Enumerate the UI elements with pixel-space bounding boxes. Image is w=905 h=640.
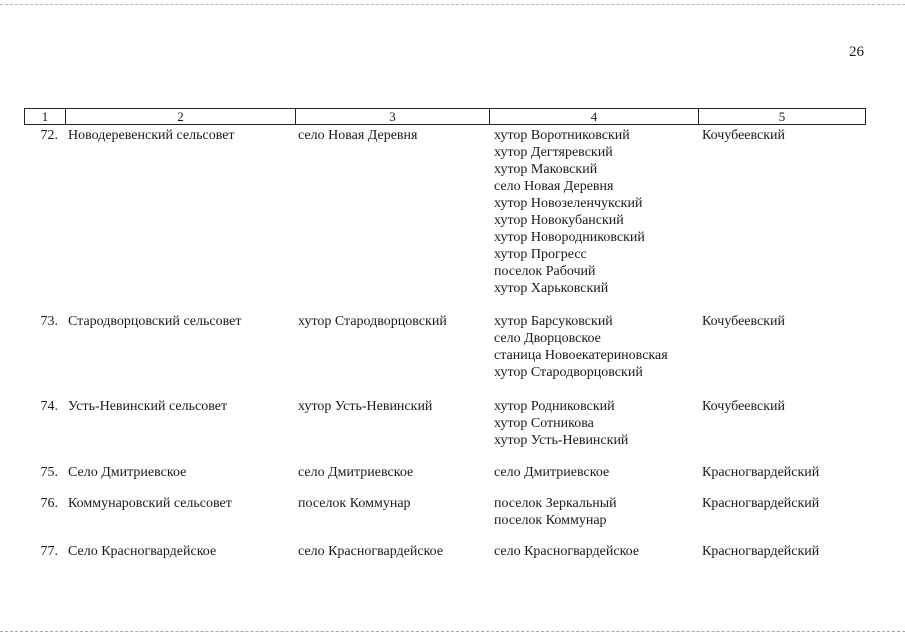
settlement-item: хутор Харьковский	[494, 281, 609, 296]
settlements-list	[494, 127, 699, 297]
administrative-center: хутор Стародворцовский	[298, 314, 447, 329]
municipality-name: Новодеревенский сельсовет	[68, 128, 235, 143]
administrative-center: хутор Усть-Невинский	[298, 399, 433, 414]
administrative-center: село Дмитриевское	[298, 465, 414, 480]
row-number: 72.	[40, 128, 58, 143]
settlement-item: село Дворцовское	[494, 331, 601, 346]
settlements-table	[24, 108, 866, 559]
settlement-item: хутор Стародворцовский	[494, 365, 643, 380]
settlement-item: хутор Новокубанский	[494, 213, 624, 228]
settlement-item: поселок Зеркальный	[494, 496, 617, 511]
municipality-name: Усть-Невинский сельсовет	[68, 399, 228, 414]
settlement-item: станица Новоекатериновская	[494, 348, 668, 363]
settlement-item: хутор Барсуковский	[494, 314, 613, 329]
district-name: Кочубеевский	[702, 314, 786, 329]
scan-border-bottom	[0, 631, 905, 632]
settlement-item: село Дмитриевское	[494, 465, 610, 480]
header-col-4: 4	[489, 109, 698, 124]
row-number: 73.	[40, 314, 58, 329]
settlement-item: поселок Коммунар	[494, 513, 607, 528]
district-name: Красногвардейский	[702, 496, 820, 511]
settlements-list	[494, 543, 699, 560]
scan-border-top	[0, 4, 905, 5]
settlement-item: хутор Родниковский	[494, 399, 615, 414]
settlement-item: хутор Усть-Невинский	[494, 433, 629, 448]
page-number: 26	[849, 44, 864, 60]
header-col-5: 5	[698, 109, 865, 124]
municipality-name: Село Дмитриевское	[68, 465, 187, 480]
municipality-name: Коммунаровский сельсовет	[68, 496, 232, 511]
administrative-center: поселок Коммунар	[298, 496, 411, 511]
settlements-list	[494, 495, 699, 529]
header-col-3: 3	[295, 109, 489, 124]
district-name: Кочубеевский	[702, 399, 786, 414]
header-col-1: 1	[41, 109, 49, 124]
administrative-center: село Новая Деревня	[298, 128, 418, 143]
settlement-item: поселок Рабочий	[494, 264, 596, 279]
settlement-item: хутор Дегтяревский	[494, 145, 613, 160]
row-number: 77.	[40, 544, 58, 559]
table-header	[24, 108, 866, 125]
settlement-item: село Новая Деревня	[494, 179, 614, 194]
settlement-item: хутор Новозеленчукский	[494, 196, 643, 211]
settlement-item: хутор Новородниковский	[494, 230, 645, 245]
settlements-list	[494, 464, 699, 481]
row-number: 76.	[40, 496, 58, 511]
administrative-center: село Красногвардейское	[298, 544, 444, 559]
settlement-item: хутор Воротниковский	[494, 128, 630, 143]
municipality-name: Село Красногвардейское	[68, 544, 217, 559]
row-number: 75.	[40, 465, 58, 480]
settlement-item: село Красногвардейское	[494, 544, 640, 559]
header-col-2: 2	[65, 109, 295, 124]
settlements-list	[494, 313, 699, 381]
district-name: Кочубеевский	[702, 128, 786, 143]
row-number: 74.	[40, 399, 58, 414]
settlement-item: хутор Прогресс	[494, 247, 587, 262]
district-name: Красногвардейский	[702, 544, 820, 559]
municipality-name: Стародворцовский сельсовет	[68, 314, 242, 329]
settlements-list	[494, 398, 699, 449]
settlement-item: хутор Сотникова	[494, 416, 594, 431]
settlement-item: хутор Маковский	[494, 162, 598, 177]
district-name: Красногвардейский	[702, 465, 820, 480]
